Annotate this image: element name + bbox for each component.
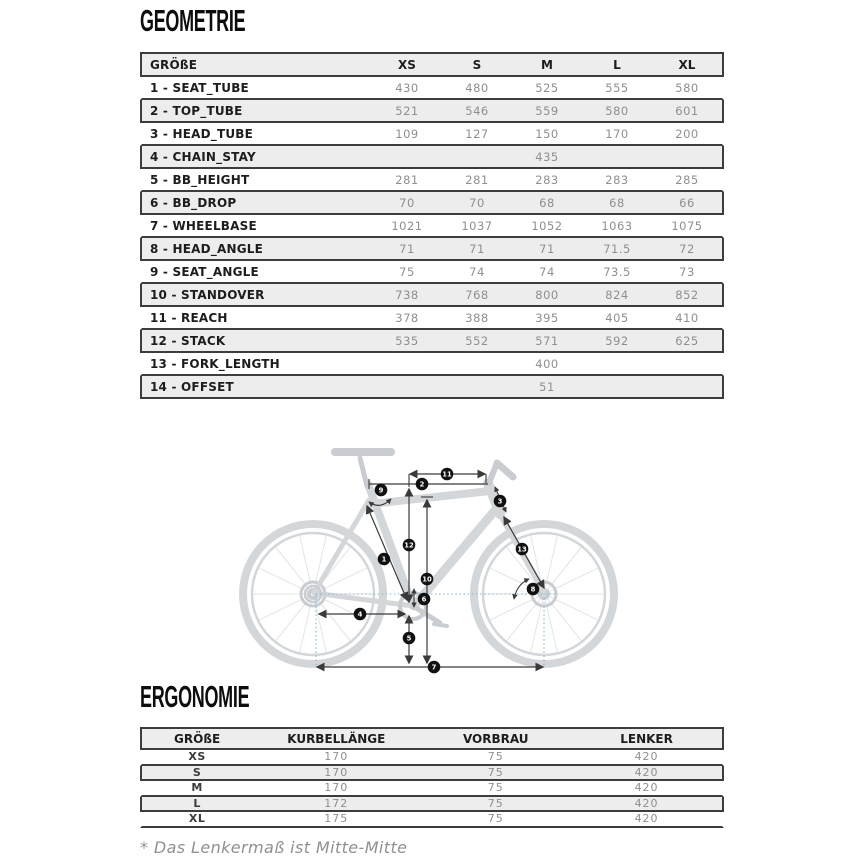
geometry-value-cell [582,376,652,397]
ergonomics-size-cell: XS [188,750,206,764]
geometry-value-cell: 71 [399,241,415,256]
svg-text:5: 5 [406,634,412,643]
geometry-value-cell: 71.5 [603,241,631,256]
geometry-value-cell: 68 [609,195,625,210]
geometry-value-cell [442,146,512,167]
geometry-row [140,330,724,353]
badge-seat-angle [375,484,388,497]
geometry-row-label: 13 - FORK_LENGTH [150,356,280,371]
handlebar [497,463,513,477]
svg-text:9: 9 [378,486,384,495]
geometry-row-label: 11 - REACH [150,310,228,325]
geometry-size-col-header: XL [678,57,696,72]
geometry-row-label: 8 - HEAD_ANGLE [150,241,263,256]
ergonomics-col-header: VORBRAU [462,731,529,746]
geometry-value-cell: 75 [399,264,415,279]
badge-stack [403,539,416,552]
ergonomics-value-cell: 420 [634,765,659,779]
badge-head-angle [527,583,540,596]
geometry-row-label: 4 - CHAIN_STAY [150,149,256,164]
geometry-row [140,238,724,261]
dimension-lines [317,474,544,667]
geometry-table [140,52,724,399]
geometry-value-cell: 170 [605,126,629,141]
geometry-size-col-header: S [472,57,482,72]
geometry-value-cell: 592 [605,333,629,348]
geometry-value-cell: 1052 [531,218,563,233]
geometry-value-cell: 521 [395,103,419,118]
geometry-value-cell: 625 [675,333,699,348]
ergonomics-value-cell: 420 [634,781,659,795]
svg-text:7: 7 [431,663,437,672]
badge-reach [441,468,454,481]
geometry-value-cell: 51 [539,379,555,394]
geometry-value-cell: 410 [675,310,699,325]
geometry-value-cell: 480 [465,80,489,95]
svg-text:11: 11 [442,470,452,479]
geometry-value-cell: 285 [675,172,699,187]
ergonomics-value-cell: 170 [324,765,349,779]
geometry-value-cell: 800 [535,287,559,302]
geometry-value-cell [372,146,442,167]
ergonomics-section-title [140,680,328,714]
ergonomics-row [140,797,724,813]
geometry-value-cell: 395 [535,310,559,325]
ergonomics-row [140,750,724,766]
geometry-value-cell [652,146,722,167]
seatpost [360,458,367,486]
geometry-value-cell: 559 [535,103,559,118]
ergonomics-value-cell: 170 [324,750,349,764]
geometry-section-title-text: GEOMETRIE [140,3,246,38]
ergonomics-value-cell: 420 [634,750,659,764]
geometry-value-cell: 150 [535,126,559,141]
ergonomics-table [140,727,724,828]
geometry-value-cell: 66 [679,195,695,210]
badge-chain-stay [354,608,367,621]
geometry-value-cell: 281 [395,172,419,187]
geometry-value-cell: 525 [535,80,559,95]
geometry-value-cell [442,353,512,374]
geometry-row-label: 7 - WHEELBASE [150,218,257,233]
ergonomics-header-row [140,729,724,750]
geometry-row [140,353,724,376]
geometry-value-cell: 73.5 [603,264,631,279]
geometry-row [140,192,724,215]
geometry-value-cell: 535 [395,333,419,348]
geometry-value-cell: 281 [465,172,489,187]
svg-text:10: 10 [422,575,432,584]
geometry-row [140,376,724,399]
wheel-spoke [259,597,308,620]
geometry-value-cell [442,376,512,397]
geometry-value-cell: 601 [675,103,699,118]
geometry-row-label: 2 - TOP_TUBE [150,103,243,118]
geometry-value-cell [582,353,652,374]
geometry-row [140,307,724,330]
geometry-value-cell: 768 [465,287,489,302]
pedal [434,624,447,626]
geometry-value-cell: 580 [605,103,629,118]
geometry-value-cell [652,376,722,397]
geometry-value-cell: 435 [535,149,559,164]
badge-standover [421,573,434,586]
badge-top-tube [416,478,429,491]
badge-bb-height [403,632,416,645]
ergonomics-value-cell: 75 [487,781,504,795]
geometry-value-cell: 74 [469,264,485,279]
svg-text:6: 6 [421,595,427,604]
wheel-spoke [490,597,539,620]
geometry-row-label: 10 - STANDOVER [150,287,265,302]
svg-text:12: 12 [404,541,414,550]
geometry-header-row [140,54,724,77]
svg-text:1: 1 [381,555,387,564]
geometry-row [140,100,724,123]
geometry-value-cell: 73 [679,264,695,279]
badge-wheelbase [428,661,441,674]
ergonomics-value-cell: 75 [487,765,504,779]
geometry-row-label: 6 - BB_DROP [150,195,237,210]
geometry-value-cell [582,146,652,167]
ergonomics-size-cell: S [192,765,202,779]
geometry-row [140,284,724,307]
geometry-row [140,146,724,169]
geometry-value-cell: 200 [675,126,699,141]
ergonomics-section-title-text: ERGONOMIE [140,679,250,714]
geometry-row [140,123,724,146]
geometry-value-cell: 378 [395,310,419,325]
ergonomics-value-cell: 420 [634,812,659,826]
geometry-value-cell [652,353,722,374]
footnote: * Das Lenkermaß ist Mitte-Mitte [140,838,408,857]
geometry-value-cell: 283 [535,172,559,187]
geometry-section-title [140,4,322,38]
ergonomics-col-header: KURBELLÄNGE [287,731,386,746]
geometry-value-cell: 400 [535,356,559,371]
geometry-row [140,261,724,284]
geometry-value-cell: 1063 [601,218,633,233]
ergonomics-size-cell: L [193,796,201,810]
wheel-spoke [549,597,598,620]
geometry-row-label: 12 - STACK [150,333,226,348]
geometry-value-cell: 580 [675,80,699,95]
geometry-value-cell [372,376,442,397]
geometry-value-cell: 68 [539,195,555,210]
ergonomics-value-cell: 172 [324,796,349,810]
geometry-row [140,169,724,192]
ergonomics-row [140,812,724,828]
geometry-value-cell: 388 [465,310,489,325]
geometry-value-cell: 72 [679,241,695,256]
geometry-size-col-header: L [613,57,621,72]
geometry-value-cell: 127 [465,126,489,141]
geometry-value-cell: 824 [605,287,629,302]
ergonomics-value-cell: 170 [324,781,349,795]
ergonomics-size-cell: XL [188,812,206,826]
geometry-row-label: 14 - OFFSET [150,379,234,394]
geometry-value-cell: 546 [465,103,489,118]
geometry-size-col-header: XS [398,57,416,72]
ergonomics-size-cell: M [191,781,203,795]
geometry-value-cell: 430 [395,80,419,95]
geometry-value-cell: 109 [395,126,419,141]
badge-fork-length [516,543,529,556]
wheel-spoke [259,568,308,591]
geometry-value-cell: 70 [399,195,415,210]
geometry-value-cell: 555 [605,80,629,95]
svg-text:8: 8 [530,585,536,594]
geometry-value-cell: 1075 [671,218,703,233]
geometry-row-label: 1 - SEAT_TUBE [150,80,249,95]
svg-text:4: 4 [357,610,363,619]
badge-bb-drop [418,593,431,606]
geometry-value-cell: 74 [539,264,555,279]
geometry-row [140,77,724,100]
svg-text:13: 13 [517,545,527,554]
geometry-value-cell: 70 [469,195,485,210]
ergonomics-col-header: LENKER [620,731,673,746]
svg-text:2: 2 [419,480,425,489]
geometry-value-cell: 738 [395,287,419,302]
bike-geometry-diagram [230,430,670,695]
geometry-value-cell: 552 [465,333,489,348]
ergonomics-row [140,766,724,782]
geometry-size-col-header: M [541,57,553,72]
geometry-row-label: 3 - HEAD_TUBE [150,126,254,141]
ergonomics-row [140,781,724,797]
geometry-row [140,215,724,238]
wheel-spoke [549,568,598,591]
ergonomics-value-cell: 75 [487,796,504,810]
geometry-value-cell: 571 [535,333,559,348]
ergonomics-value-cell: 75 [487,750,504,764]
geometry-value-cell: 405 [605,310,629,325]
geometry-size-label-header: GRÖßE [150,57,198,72]
geometry-value-cell: 71 [539,241,555,256]
geometry-row-label: 9 - SEAT_ANGLE [150,264,259,279]
geometry-value-cell: 1021 [391,218,423,233]
geometry-value-cell: 1037 [461,218,493,233]
svg-text:3: 3 [497,497,503,506]
badge-head-tube [494,495,507,508]
geometry-row-label: 5 - BB_HEIGHT [150,172,250,187]
badge-seat-tube [378,553,391,566]
ergonomics-value-cell: 175 [324,812,349,826]
ergonomics-col-header: GRÖßE [174,731,221,746]
ergonomics-value-cell: 420 [634,796,659,810]
geometry-value-cell: 852 [675,287,699,302]
geometry-value-cell: 283 [605,172,629,187]
ergonomics-value-cell: 75 [487,812,504,826]
geometry-value-cell: 71 [469,241,485,256]
geometry-value-cell [372,353,442,374]
